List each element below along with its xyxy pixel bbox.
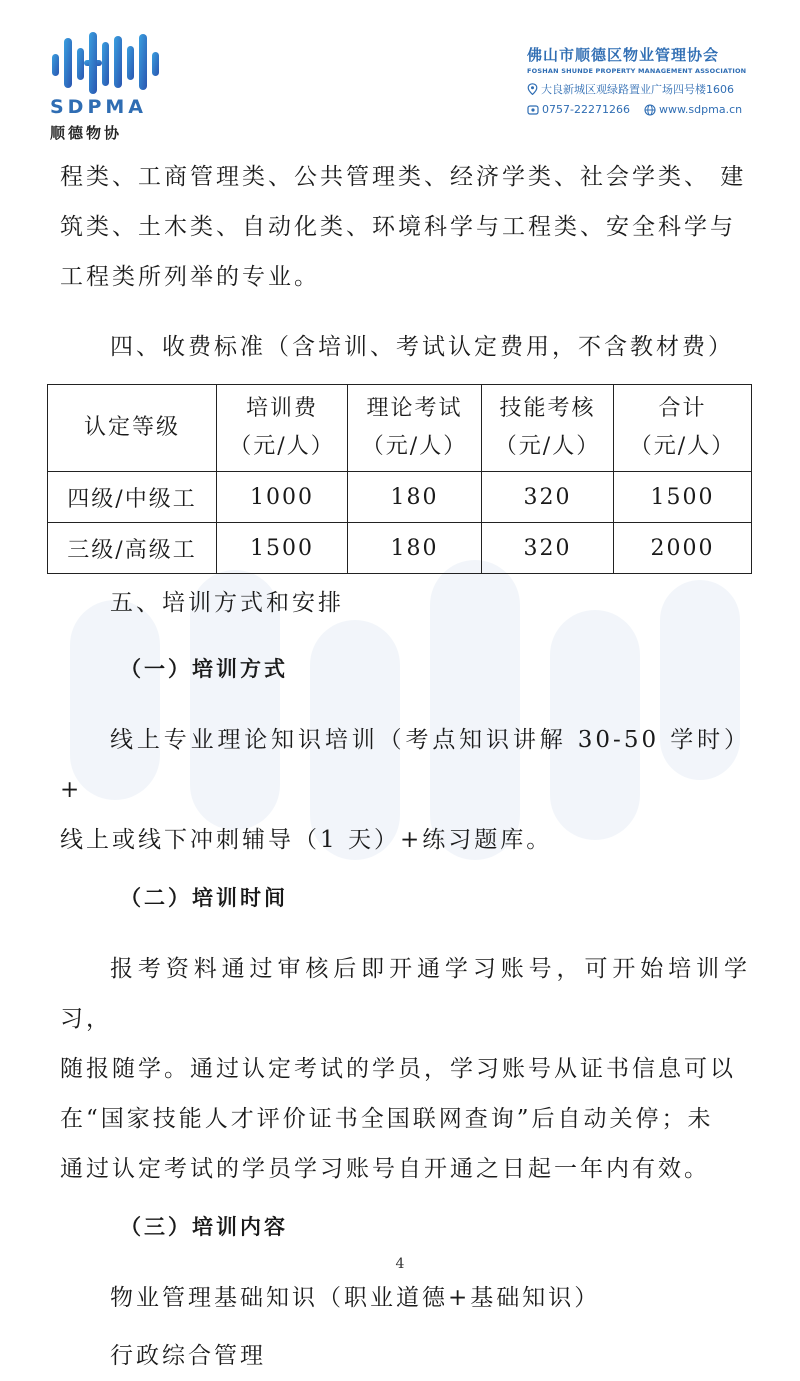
page-number: 4 xyxy=(395,1256,405,1272)
paragraph-line: 随报随学。通过认定考试的学员，学习账号从证书信息可以 xyxy=(60,1056,736,1082)
logo-text: SDPMA xyxy=(50,96,147,118)
section-heading-fees: 四、收费标准（含培训、考试认定费用，不含教材费） xyxy=(110,334,734,360)
table-header-cell: 合计 （元/人） xyxy=(614,385,752,472)
logo-chinese-text: 顺德物协 xyxy=(50,124,123,142)
table-cell: 180 xyxy=(348,523,482,574)
globe-icon xyxy=(644,104,656,116)
table-header-cell: 技能考核 （元/人） xyxy=(482,385,614,472)
table-cell: 1500 xyxy=(614,472,752,523)
paragraph-line: 工程类所列举的专业。 xyxy=(60,264,320,290)
table-header-cell: 理论考试 （元/人） xyxy=(348,385,482,472)
paragraph-line: 程类、工商管理类、公共管理类、经济学类、社会学类、 建 xyxy=(60,164,747,190)
table-cell: 320 xyxy=(482,523,614,574)
table-cell: 1500 xyxy=(217,523,348,574)
paragraph-line: 在“国家技能人才评价证书全国联网查询”后自动关停；未 xyxy=(60,1106,714,1132)
table-row xyxy=(48,523,752,574)
subsection-heading-method: （一）培训方式 xyxy=(120,657,288,681)
association-info xyxy=(527,44,752,116)
table-header-cell: 培训费 （元/人） xyxy=(217,385,348,472)
association-name-en: FOSHAN SHUNDE PROPERTY MANAGEMENT ASSOCIATION xyxy=(527,67,747,75)
document-body xyxy=(60,152,750,372)
paragraph-line: 通过认定考试的学员学习账号自开通之日起一年内有效。 xyxy=(60,1156,710,1182)
location-pin-icon xyxy=(527,83,538,95)
table-header-row xyxy=(48,385,752,472)
subsection-heading-content: （三）培训内容 xyxy=(120,1215,288,1239)
table-row xyxy=(48,472,752,523)
paragraph-line: 线上专业理论知识培训（考点知识讲解 30-50 学时）+ xyxy=(60,727,750,803)
paragraph-line: 筑类、土木类、自动化类、环境科学与工程类、安全科学与 xyxy=(60,214,736,240)
fee-table xyxy=(47,384,752,574)
letterhead xyxy=(0,0,800,150)
phone-text: 0757-22271266 xyxy=(542,103,630,116)
table-cell: 1000 xyxy=(217,472,348,523)
table-cell: 2000 xyxy=(614,523,752,574)
address-line xyxy=(527,81,752,97)
section-heading-training: 五、培训方式和安排 xyxy=(110,590,344,616)
phone-icon xyxy=(527,104,539,116)
sdpma-logo-icon xyxy=(48,28,168,98)
table-cell: 180 xyxy=(348,472,482,523)
table-cell: 四级/中级工 xyxy=(48,472,217,523)
subsection-heading-time: （二）培训时间 xyxy=(120,886,288,910)
association-name-cn: 佛山市顺德区物业管理协会 xyxy=(527,46,720,64)
contact-line xyxy=(527,103,752,116)
table-header-cell: 认定等级 xyxy=(48,385,217,472)
table-cell: 三级/高级工 xyxy=(48,523,217,574)
paragraph-line: 物业管理基础知识（职业道德+基础知识） xyxy=(110,1285,601,1311)
address-text: 大良新城区观绿路置业广场四号楼1606 xyxy=(541,83,734,96)
paragraph-line: 报考资料通过审核后即开通学习账号，可开始培训学习， xyxy=(60,956,750,1032)
paragraph-line: 线上或线下冲刺辅导（1 天）+练习题库。 xyxy=(60,827,553,853)
website-text: www.sdpma.cn xyxy=(658,103,743,116)
paragraph-line: 行政综合管理 xyxy=(110,1343,266,1369)
table-cell: 320 xyxy=(482,472,614,523)
